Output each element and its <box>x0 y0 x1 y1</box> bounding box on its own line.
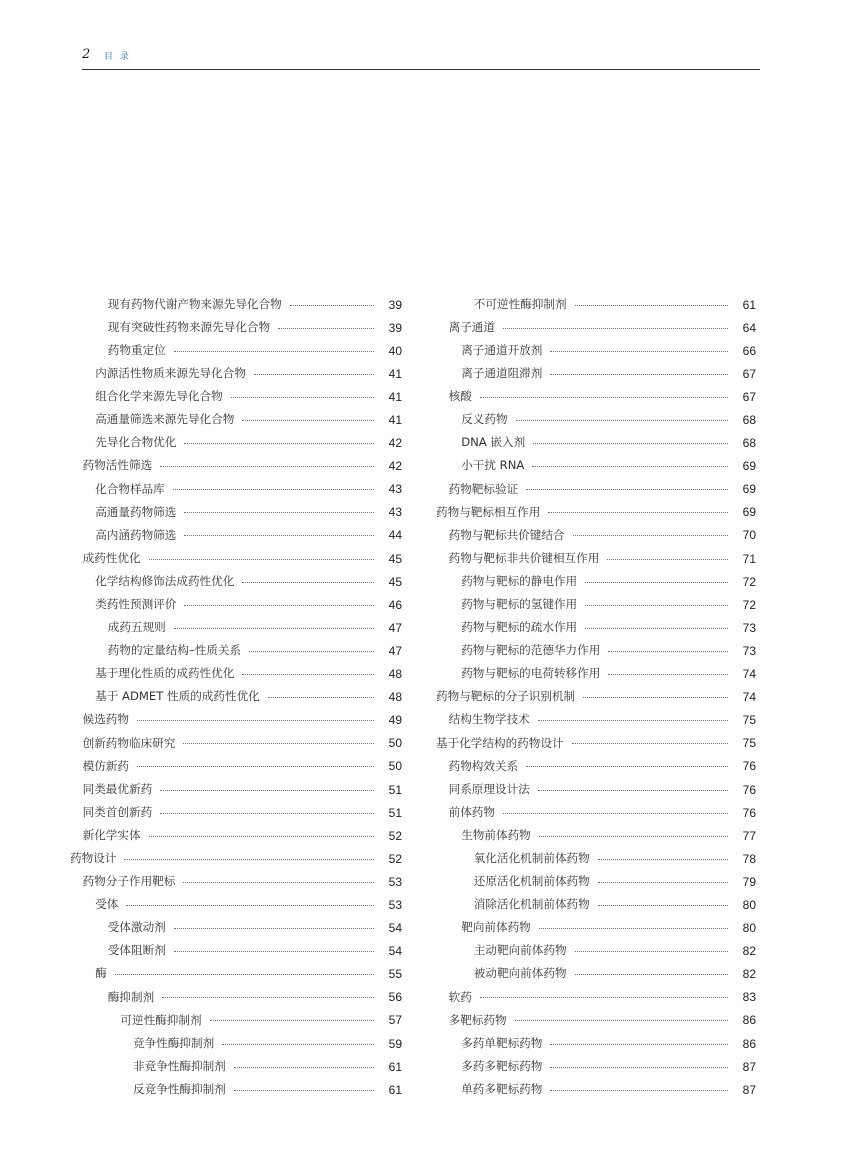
dot-leader <box>222 1043 374 1045</box>
toc-entry-title: 反义药物 <box>461 412 508 427</box>
toc-entry <box>70 778 402 801</box>
toc-column-left <box>70 293 402 1101</box>
dot-leader <box>598 858 728 860</box>
toc-entry-page: 39 <box>388 320 402 335</box>
toc-entry-page: 86 <box>742 1013 756 1028</box>
toc-entry-title: 药物与靶标非共价键相互作用 <box>448 550 600 565</box>
toc-entry-page: 87 <box>742 1059 756 1074</box>
toc-entry-page: 80 <box>742 921 756 936</box>
toc-entry <box>70 1078 402 1101</box>
dot-leader <box>149 835 374 837</box>
dot-leader <box>608 650 728 652</box>
dot-leader <box>137 719 374 721</box>
dot-leader <box>290 304 374 306</box>
toc-entry-title: 生物前体药物 <box>461 827 531 842</box>
toc-entry-page: 59 <box>388 1036 402 1051</box>
toc-entry-page: 74 <box>742 690 756 705</box>
toc-entry-page: 68 <box>742 413 756 428</box>
dot-leader <box>242 581 374 583</box>
toc-entry <box>70 893 402 916</box>
toc-entry <box>436 986 756 1009</box>
dot-leader <box>526 488 728 490</box>
toc-entry-title: 药物活性筛选 <box>82 458 153 473</box>
toc-entry <box>70 940 402 963</box>
toc-entry <box>70 639 402 662</box>
toc-entry-title: 多靶标药物 <box>448 1012 507 1027</box>
toc-entry-page: 54 <box>388 921 402 936</box>
toc-entry-page: 68 <box>742 436 756 451</box>
dot-leader <box>550 1089 728 1091</box>
toc-entry <box>70 293 402 316</box>
toc-entry-title: 药物与靶标的静电作用 <box>461 573 578 588</box>
dot-leader <box>480 396 728 398</box>
page-number: 2 <box>82 47 91 62</box>
dot-leader <box>184 442 374 444</box>
toc-entry <box>436 732 756 755</box>
dot-leader <box>532 465 728 467</box>
toc-entry <box>436 593 756 616</box>
toc-entry-page: 75 <box>742 713 756 728</box>
toc-entry-page: 64 <box>742 320 756 335</box>
toc-entry-title: 高通量药物筛选 <box>95 504 177 519</box>
toc-entry-page: 53 <box>388 897 402 912</box>
toc-entry-page: 69 <box>742 505 756 520</box>
toc-entry-page: 40 <box>388 343 402 358</box>
toc-entry-title: 成药五规则 <box>107 620 166 635</box>
toc-entry <box>70 686 402 709</box>
toc-entry-page: 41 <box>388 413 402 428</box>
dot-leader <box>598 904 728 906</box>
toc-entry-title: 离子通道 <box>448 319 495 334</box>
toc-entry <box>70 593 402 616</box>
toc-entry <box>70 709 402 732</box>
toc-entry-page: 76 <box>742 759 756 774</box>
dot-leader <box>585 627 728 629</box>
toc-entry-page: 52 <box>388 851 402 866</box>
toc-entry-page: 47 <box>388 620 402 635</box>
toc-entry-title: 药物与靶标共价键结合 <box>448 527 565 542</box>
toc-entry <box>436 547 756 570</box>
toc-entry <box>70 616 402 639</box>
dot-leader <box>515 1019 728 1021</box>
toc-entry-page: 39 <box>388 297 402 312</box>
toc-entry-page: 69 <box>742 482 756 497</box>
toc-entry-title: 药物与靶标相互作用 <box>436 504 541 519</box>
dot-leader <box>585 581 728 583</box>
toc-entry-page: 70 <box>742 528 756 543</box>
toc-entry <box>436 1078 756 1101</box>
toc-entry <box>70 524 402 547</box>
dot-leader <box>575 950 728 952</box>
toc-entry-title: 药物的定量结构–性质关系 <box>107 643 242 658</box>
dot-leader <box>550 1066 728 1068</box>
toc-entry-page: 71 <box>742 551 756 566</box>
toc-entry-page: 53 <box>388 874 402 889</box>
toc-entry <box>70 385 402 408</box>
dot-leader <box>608 673 728 675</box>
dot-leader <box>124 858 374 860</box>
toc-entry-page: 67 <box>742 389 756 404</box>
dot-leader <box>533 442 728 444</box>
toc-entry <box>436 663 756 686</box>
toc-entry <box>436 870 756 893</box>
toc-entry <box>70 986 402 1009</box>
toc-entry <box>436 455 756 478</box>
dot-leader <box>115 973 374 975</box>
toc-entry-title: 被动靶向前体药物 <box>473 966 567 981</box>
toc-entry-page: 75 <box>742 736 756 751</box>
toc-entry-title: 结构生物学技术 <box>448 712 530 727</box>
dot-leader <box>174 627 374 629</box>
toc-entry-title: 消除活化机制前体药物 <box>473 897 590 912</box>
dot-leader <box>526 765 728 767</box>
toc-entry <box>436 639 756 662</box>
toc-entry-page: 61 <box>388 1082 402 1097</box>
toc-entry-title: 可逆性酶抑制剂 <box>120 1012 202 1027</box>
toc-entry-page: 41 <box>388 389 402 404</box>
dot-leader <box>583 696 728 698</box>
dot-leader <box>183 742 374 744</box>
section-title: 目 录 <box>104 52 131 62</box>
toc-entry <box>436 778 756 801</box>
toc-entry-title: 主动靶向前体药物 <box>473 943 567 958</box>
toc-entry-page: 48 <box>388 690 402 705</box>
toc-entry-title: 药物与靶标的范德华力作用 <box>461 643 601 658</box>
dot-leader <box>550 1043 728 1045</box>
toc-entry-title: DNA 嵌入剂 <box>461 435 526 450</box>
toc-entry-title: 高内涵药物筛选 <box>95 527 177 542</box>
toc-entry <box>436 339 756 362</box>
toc-entry-title: 组合化学来源先导化合物 <box>95 389 223 404</box>
toc-entry-title: 新化学实体 <box>82 827 141 842</box>
toc-entry-title: 候选药物 <box>82 712 129 727</box>
toc-entry <box>436 1009 756 1032</box>
toc-entry <box>436 432 756 455</box>
toc-entry-page: 72 <box>742 597 756 612</box>
dot-leader <box>137 765 374 767</box>
dot-leader <box>550 350 728 352</box>
toc-entry <box>70 501 402 524</box>
toc-entry <box>436 1032 756 1055</box>
toc-entry-page: 52 <box>388 828 402 843</box>
toc-entry-page: 77 <box>742 828 756 843</box>
toc-entry-title: 药物重定位 <box>107 342 166 357</box>
dot-leader <box>538 719 728 721</box>
toc-entry-title: 氧化活化机制前体药物 <box>473 851 590 865</box>
dot-leader <box>242 673 374 675</box>
toc-entry <box>436 893 756 916</box>
toc-entry <box>436 963 756 986</box>
toc-entry-page: 73 <box>742 620 756 635</box>
toc-entry <box>436 709 756 732</box>
toc-entry <box>70 339 402 362</box>
toc-entry <box>70 316 402 339</box>
toc-entry-title: 离子通道开放剂 <box>461 342 543 357</box>
toc-entry <box>436 917 756 940</box>
toc-entry-title: 现有药物代谢产物来源先导化合物 <box>107 296 282 311</box>
toc-entry <box>436 316 756 339</box>
toc-entry-page: 82 <box>742 967 756 982</box>
toc-entry-title: 模仿新药 <box>82 758 129 773</box>
toc-entry-title: 化学结构修饰法成药性优化 <box>95 573 235 588</box>
toc-entry-title: 反竞争性酶抑制剂 <box>133 1081 226 1096</box>
toc-entry <box>436 801 756 824</box>
toc-entry-page: 50 <box>388 736 402 751</box>
toc-entry-title: 不可逆性酶抑制剂 <box>473 296 567 311</box>
toc-entry-page: 45 <box>388 574 402 589</box>
toc-entry-title: 创新药物临床研究 <box>82 735 176 750</box>
toc-entry-title: 受体阻断剂 <box>107 943 166 958</box>
toc-entry-page: 49 <box>388 713 402 728</box>
toc-entry <box>70 455 402 478</box>
toc-entry <box>70 732 402 755</box>
dot-leader <box>174 927 374 929</box>
toc-entry-page: 51 <box>388 782 402 797</box>
toc-entry <box>70 570 402 593</box>
toc-entry <box>436 293 756 316</box>
toc-entry-title: 药物构效关系 <box>448 758 519 773</box>
toc-entry-title: 受体 <box>95 897 119 912</box>
dot-leader <box>585 604 728 606</box>
dot-leader <box>162 996 374 998</box>
toc-entry <box>436 616 756 639</box>
toc-entry <box>70 824 402 847</box>
dot-leader <box>160 789 374 791</box>
toc-entry-title: 先导化合物优化 <box>95 435 177 450</box>
toc-entry <box>436 362 756 385</box>
toc-entry-title: 药物分子作用靶标 <box>82 874 176 889</box>
toc-entry <box>70 755 402 778</box>
toc-entry <box>436 755 756 778</box>
toc-entry-page: 51 <box>388 805 402 820</box>
dot-leader <box>210 1019 374 1021</box>
dot-leader <box>174 950 374 952</box>
toc-entry <box>70 478 402 501</box>
running-header <box>82 47 760 70</box>
toc-entry <box>70 408 402 431</box>
toc-entry-page: 50 <box>388 759 402 774</box>
dot-leader <box>268 696 374 698</box>
toc-entry-title: 靶向前体药物 <box>461 920 531 935</box>
toc-entry <box>70 1055 402 1078</box>
toc-entry-page: 87 <box>742 1082 756 1097</box>
toc-entry <box>436 501 756 524</box>
dot-leader <box>278 327 374 329</box>
toc-entry-title: 离子通道阻滞剂 <box>461 366 543 381</box>
dot-leader <box>126 904 374 906</box>
toc-entry <box>70 1009 402 1032</box>
toc-entry <box>436 847 756 870</box>
toc-entry-page: 54 <box>388 944 402 959</box>
toc-entry-title: 同系原理设计法 <box>448 781 530 796</box>
toc-entry-title: 酶 <box>95 966 107 981</box>
toc-entry-title: 核酸 <box>448 389 472 404</box>
toc-entry <box>70 870 402 893</box>
toc-entry-page: 47 <box>388 643 402 658</box>
toc-entry <box>70 917 402 940</box>
toc-entry <box>436 385 756 408</box>
dot-leader <box>573 534 728 536</box>
dot-leader <box>598 881 728 883</box>
dot-leader <box>183 881 374 883</box>
toc-entry <box>70 1032 402 1055</box>
toc-entry-title: 小干扰 RNA <box>461 458 525 473</box>
dot-leader <box>249 650 374 652</box>
toc-entry <box>70 801 402 824</box>
toc-entry-page: 46 <box>388 597 402 612</box>
toc-entry-page: 56 <box>388 990 402 1005</box>
toc-entry-title: 化合物样品库 <box>95 481 165 496</box>
toc-entry <box>436 686 756 709</box>
dot-leader <box>184 604 374 606</box>
dot-leader <box>173 488 374 490</box>
toc-entry-page: 66 <box>742 343 756 358</box>
toc-entry <box>436 524 756 547</box>
toc-entry-page: 79 <box>742 874 756 889</box>
toc-entry-title: 同类首创新药 <box>82 804 153 819</box>
dot-leader <box>231 396 374 398</box>
toc-entry-title: 基于化学结构的药物设计 <box>436 735 564 750</box>
toc-entry-page: 73 <box>742 643 756 658</box>
dot-leader <box>607 558 728 560</box>
dot-leader <box>480 996 728 998</box>
toc-entry-page: 78 <box>742 851 756 866</box>
toc-entry <box>436 1055 756 1078</box>
toc-entry-page: 61 <box>388 1059 402 1074</box>
toc-entry-title: 多药单靶标药物 <box>461 1035 543 1050</box>
dot-leader <box>174 350 374 352</box>
toc-entry-title: 药物与靶标的氢键作用 <box>461 596 578 611</box>
toc-entry-title: 竞争性酶抑制剂 <box>133 1035 215 1050</box>
toc-entry-page: 57 <box>388 1013 402 1028</box>
dot-leader <box>503 327 728 329</box>
dot-leader <box>234 1089 374 1091</box>
toc-entry-title: 同类最优新药 <box>82 781 153 796</box>
dot-leader <box>575 973 728 975</box>
toc-entry-page: 43 <box>388 482 402 497</box>
toc-entry <box>70 362 402 385</box>
dot-leader <box>548 511 728 513</box>
toc-entry-page: 69 <box>742 459 756 474</box>
dot-leader <box>160 465 374 467</box>
toc-entry-page: 74 <box>742 667 756 682</box>
toc-column-right <box>436 293 756 1101</box>
toc-entry-title: 药物靶标验证 <box>448 481 519 496</box>
toc-entry <box>70 663 402 686</box>
dot-leader <box>503 812 728 814</box>
toc-entry-page: 55 <box>388 967 402 982</box>
toc-entry-title: 受体激动剂 <box>107 920 166 935</box>
toc-entry <box>70 847 402 870</box>
dot-leader <box>234 1066 374 1068</box>
dot-leader <box>242 419 374 421</box>
toc-entry-title: 软药 <box>448 989 472 1004</box>
toc-entry-page: 41 <box>388 366 402 381</box>
toc-entry-page: 72 <box>742 574 756 589</box>
toc-entry-title: 非竞争性酶抑制剂 <box>133 1058 226 1073</box>
toc-entry-page: 44 <box>388 528 402 543</box>
toc-entry <box>436 824 756 847</box>
toc-entry-page: 83 <box>742 990 756 1005</box>
toc-entry-page: 61 <box>742 297 756 312</box>
toc-entry-title: 药物与靶标的疏水作用 <box>461 620 578 635</box>
toc-entry-page: 86 <box>742 1036 756 1051</box>
toc-entry-title: 类药性预测评价 <box>95 596 177 611</box>
toc-entry-title: 药物设计 <box>70 851 117 865</box>
toc-entry-page: 80 <box>742 897 756 912</box>
toc-entry-title: 单药多靶标药物 <box>461 1081 543 1096</box>
toc-entry <box>70 432 402 455</box>
toc-entry-page: 45 <box>388 551 402 566</box>
dot-leader <box>184 534 374 536</box>
toc-entry-title: 内源活性物质来源先导化合物 <box>95 366 246 381</box>
dot-leader <box>149 558 374 560</box>
dot-leader <box>539 835 728 837</box>
dot-leader <box>254 373 374 375</box>
toc-entry <box>436 940 756 963</box>
dot-leader <box>572 742 728 744</box>
toc-entry-page: 42 <box>388 436 402 451</box>
toc-entry-title: 现有突破性药物来源先导化合物 <box>107 319 271 334</box>
toc-entry-page: 42 <box>388 459 402 474</box>
toc-entry <box>436 570 756 593</box>
toc-entry-page: 82 <box>742 944 756 959</box>
toc-entry-title: 基于理化性质的成药性优化 <box>95 666 235 681</box>
toc-entry-page: 76 <box>742 782 756 797</box>
toc-entry-page: 67 <box>742 366 756 381</box>
dot-leader <box>160 812 374 814</box>
toc-entry <box>436 408 756 431</box>
dot-leader <box>539 927 728 929</box>
toc-entry-page: 48 <box>388 667 402 682</box>
toc-entry-page: 43 <box>388 505 402 520</box>
dot-leader <box>550 373 728 375</box>
toc-entry-title: 多药多靶标药物 <box>461 1058 543 1073</box>
toc-entry-title: 成药性优化 <box>82 550 141 565</box>
toc-entry-title: 基于 ADMET 性质的成药性优化 <box>95 689 260 704</box>
toc-entry <box>436 478 756 501</box>
dot-leader <box>184 511 374 513</box>
toc-entry-title: 还原活化机制前体药物 <box>473 874 590 889</box>
toc-entry-title: 前体药物 <box>448 804 495 819</box>
dot-leader <box>538 789 728 791</box>
toc-entry <box>70 963 402 986</box>
toc-entry-title: 药物与靶标的分子识别机制 <box>436 689 576 704</box>
dot-leader <box>516 419 728 421</box>
toc-entry-title: 药物与靶标的电荷转移作用 <box>461 666 601 681</box>
toc-entry-page: 76 <box>742 805 756 820</box>
toc-entry <box>70 547 402 570</box>
dot-leader <box>575 304 728 306</box>
toc-entry-title: 酶抑制剂 <box>107 989 155 1004</box>
toc-entry-title: 高通量筛选来源先导化合物 <box>95 412 235 427</box>
